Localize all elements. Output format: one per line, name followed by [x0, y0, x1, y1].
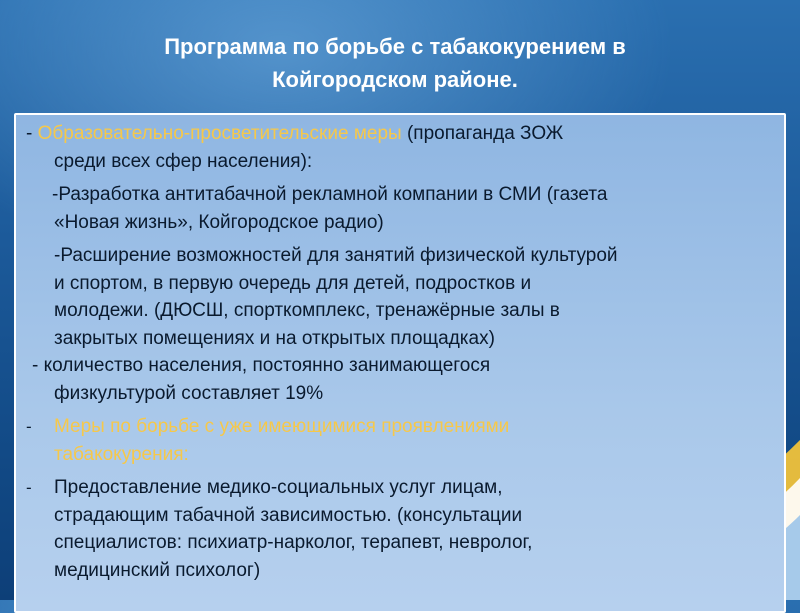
item3-line-4: медицинский психолог)	[54, 559, 261, 581]
content-text	[26, 120, 786, 584]
sub2-line-2: и спортом, в первую очередь для детей, подростков и	[54, 272, 532, 294]
item3-line-1	[26, 474, 786, 502]
item2-line-2: табакокурения:	[54, 443, 189, 465]
item1-prefix: -	[26, 123, 38, 144]
sub1-line-1: -Разработка антитабачной рекламной компании в СМИ (газета	[52, 184, 608, 205]
sub2-line-4: закрытых помещениях и на открытых площадках)	[54, 327, 495, 349]
item3-line-3: специалистов: психиатр-нарколог, терапевт, невролог,	[54, 532, 533, 553]
item3-text-1: Предоставление медико-социальных услуг лицам,	[54, 477, 503, 498]
item1-line-1	[26, 120, 786, 148]
slide-title	[0, 30, 790, 96]
count-line-1: - количество населения, постоянно занимающегося	[32, 355, 491, 376]
item1-highlight: Образовательно-просветительские меры	[37, 123, 402, 144]
item1-line-2: среди всех сфер населения):	[54, 150, 313, 172]
count-line-2: физкультурой составляет 19%	[54, 382, 324, 404]
item1-rest: (пропаганда ЗОЖ	[401, 123, 564, 144]
sub2-line-1: -Расширение возможностей для занятий физической культурой	[54, 245, 618, 266]
sub2-line-3: молодежи. (ДЮСШ, спорткомплекс, тренажёрные залы в	[54, 300, 560, 321]
item2-text-1: Меры по борьбе с уже имеющимися проявлениями	[54, 416, 510, 437]
sub1-line-2: «Новая жизнь», Койгородское радио)	[54, 211, 384, 233]
title-line-1: Программа по борьбе с табакокурением в	[164, 34, 626, 59]
title-line-2: Койгородском районе.	[272, 67, 518, 92]
bullet-marker: -	[26, 417, 32, 436]
bullet-marker: -	[26, 478, 32, 497]
item2-line-1	[26, 413, 786, 441]
item3-line-2: страдающим табачной зависимостью. (консультации	[54, 504, 523, 526]
